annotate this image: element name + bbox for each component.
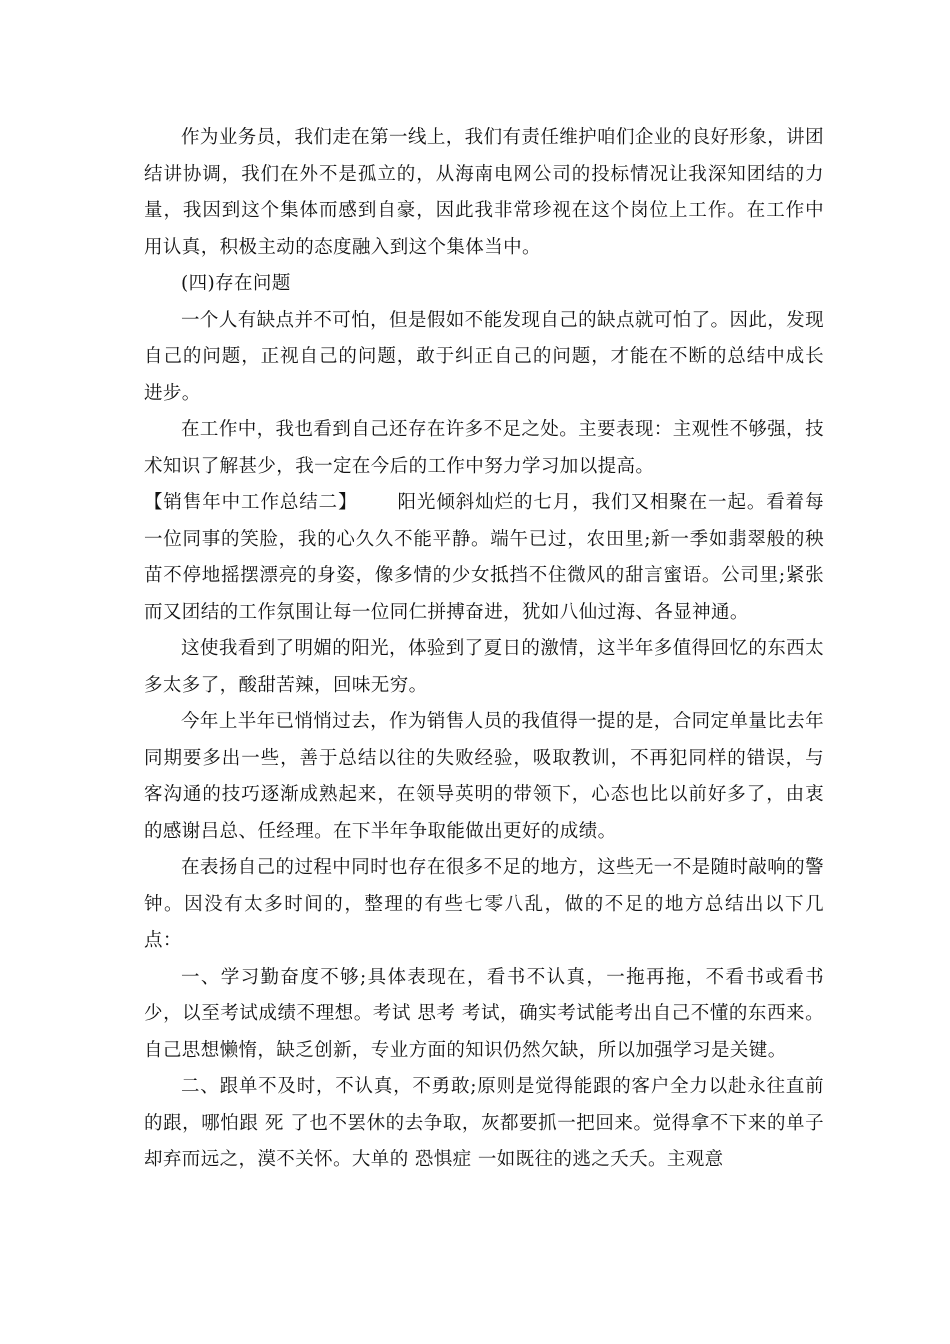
document-body [144, 120, 824, 1179]
section-first-paragraph: 阳光倾斜灿烂的七月，我们又相聚在一起。看着每一位同事的笑脸，我的心久久不能平静。端午已过，农田里;新一季如翡翠般的秧苗不停地摇摆漂亮的身姿，像多情的少女抵挡不住微风的甜言蜜语。公司里;紧张而又团结的工作氛围让每一位同仁拼搏奋进，犹如八仙过海、各显神通。 [144, 492, 824, 623]
paragraph: 这使我看到了明媚的阳光，体验到了夏日的激情，这半年多值得回忆的东西太多太多了，酸甜苦辣，回味无穷。 [144, 638, 824, 696]
section-subheading: (四)存在问题 [181, 273, 291, 294]
paragraph: 二、跟单不及时，不认真，不勇敢;原则是觉得能跟的客户全力以赴永往直前的跟，哪怕跟 死 了也不罢休的去争取，灰都要抓一把回来。觉得拿不下来的单子却弃而远之，漠不关怀。大单的 恐惧症 一如既往的逃之夭夭。主观意 [144, 1076, 824, 1170]
paragraph: 在工作中，我也看到自己还存在许多不足之处。主要表现：主观性不够强，技术知识了解甚少，我一定在今后的工作中努力学习加以提高。 [144, 419, 824, 477]
section-heading: 【销售年中工作总结二】 [144, 492, 358, 513]
section-intro [144, 485, 824, 631]
paragraph: 在表扬自己的过程中同时也存在很多不足的地方，这些无一不是随时敲响的警钟。因没有太多时间的，整理的有些七零八乱，做的不足的地方总结出以下几点： [144, 857, 824, 951]
paragraph: 一、学习勤奋度不够;具体表现在，看书不认真，一拖再拖，不看书或看书少，以至考试成绩不理想。考试 思考 考试，确实考试能考出自己不懂的东西来。自己思想懒惰，缺乏创新，专业方面的知识仍然欠缺，所以加强学习是关键。 [144, 966, 824, 1061]
paragraph: 作为业务员，我们走在第一线上，我们有责任维护咱们企业的良好形象，讲团结讲协调，我们在外不是孤立的，从海南电网公司的投标情况让我深知团结的力量，我因到这个集体而感到自豪，因此我非常珍视在这个岗位上工作。在工作中用认真，积极主动的态度融入到这个集体当中。 [144, 127, 824, 258]
paragraph: 今年上半年已悄悄过去，作为销售人员的我值得一提的是，合同定单量比去年同期要多出一些，善于总结以往的失败经验，吸取教训，不再犯同样的错误，与客沟通的技巧逐渐成熟起来，在领导英明的带领下，心态也比以前好多了，由衷的感谢吕总、任经理。在下半年争取能做出更好的成绩。 [144, 711, 824, 842]
paragraph: 一个人有缺点并不可怕，但是假如不能发现自己的缺点就可怕了。因此，发现自己的问题，正视自己的问题，敢于纠正自己的问题，才能在不断的总结中成长进步。 [144, 309, 824, 404]
